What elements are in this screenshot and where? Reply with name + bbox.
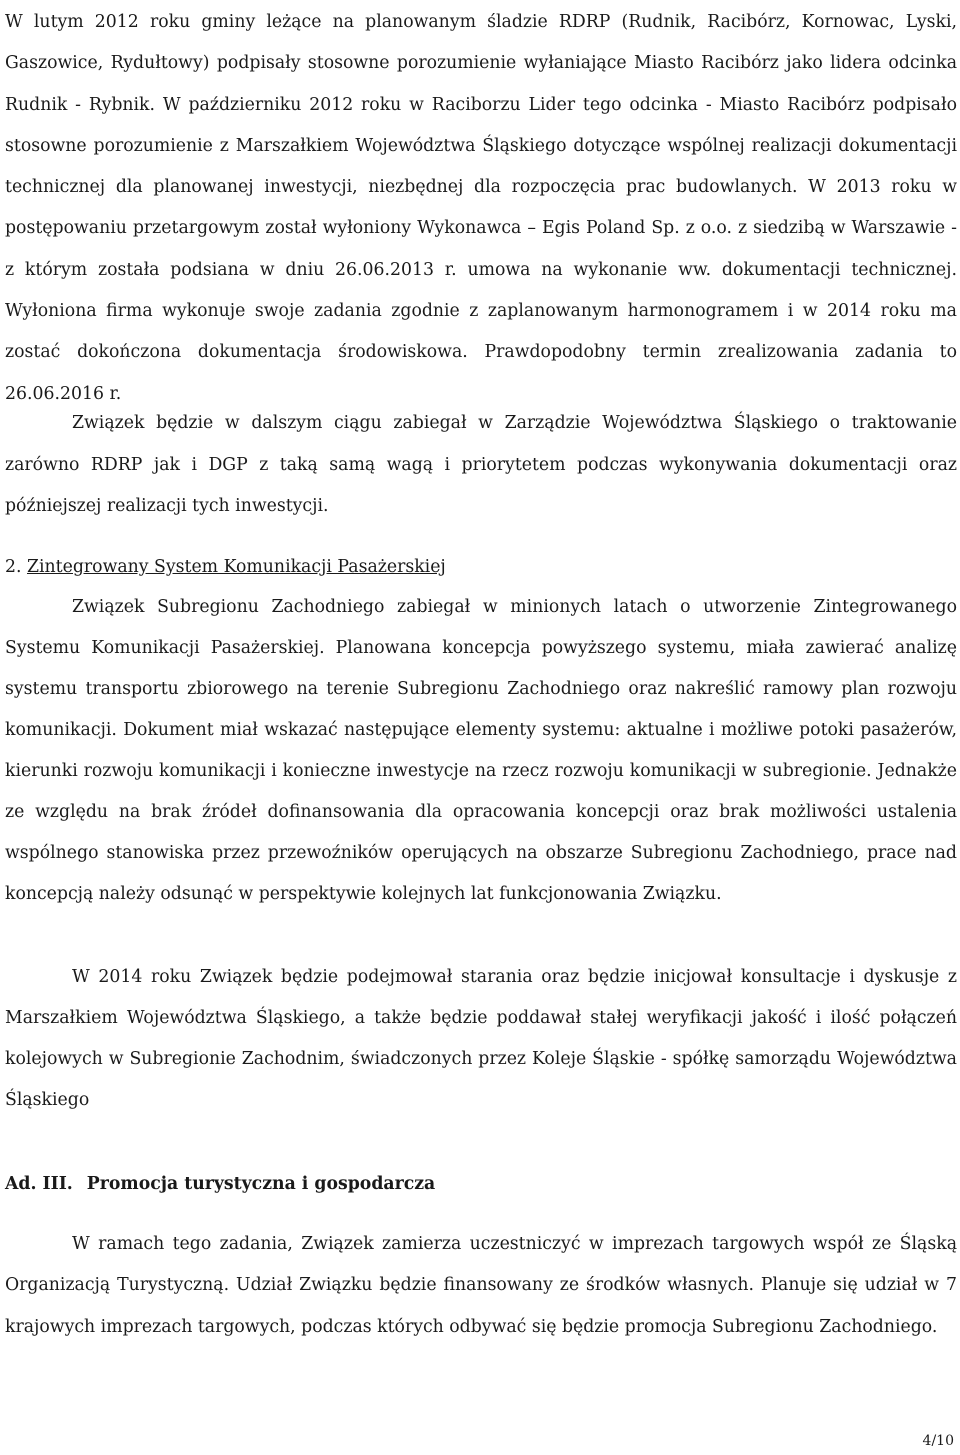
paragraph-koleje-slaskie: W 2014 roku Związek będzie podejmował starania oraz będzie inicjował konsultacje i dyskusje z Marszałkiem Województwa Śląskiego, a także będzie poddawał stałej weryfikacji jakość i ilość połączeń kolejowych w Subregionie Zachodnim, świadczonych przez Koleje Śląskie - spółkę samorządu Województwa Śląskiego [5, 967, 957, 1110]
section-2-heading [5, 547, 957, 588]
section-2-number: 2. [5, 557, 22, 577]
section-3-title: Promocja turystyczna i gospodarcza [86, 1174, 436, 1194]
paragraph-zskp-concept: Związek Subregionu Zachodniego zabiegał w minionych latach o utworzenie Zintegrowanego Systemu Komunikacji Pasażerskiej. Planowana koncepcja powyższego systemu, miała zawierać analizę systemu transportu zbiorowego na terenie Subregionu Zachodniego oraz nakreślić ramowy plan rozwoju komunikacji. Dokument miał wskazać następujące elementy systemu: aktualne i możliwe potoki pasażerów, kierunki rozwoju komunikacji i konieczne inwestycje na rzecz rozwoju komunikacji w subregionie. Jednakże ze względu na brak źródeł dofinansowania dla opracowania koncepcji oraz brak możliwości ustalenia wspólnego stanowiska przez przewoźników operujących na obszarze Subregionu Zachodniego, prace nad koncepcją należy odsunąć w perspektywie kolejnych lat funkcjonowania Związku. [5, 597, 957, 904]
section-3-number: Ad. III. [5, 1174, 73, 1194]
section-2-title: Zintegrowany System Komunikacji Pasażerskiej [27, 557, 446, 577]
paragraph-tourism-promotion: W ramach tego zadania, Związek zamierza uczestniczyć w imprezach targowych współ ze Śląską Organizacją Turystyczną. Udział Związku będzie finansowany ze środków własnych. Planuje się udział w 7 krajowych imprezach targowych, podczas których odbywać się będzie promocja Subregionu Zachodniego. [5, 1234, 957, 1337]
page-number: 4/10 [922, 1433, 954, 1449]
section-3-heading [5, 1172, 435, 1196]
paragraph-rdrp-dgp-priority: Związek będzie w dalszym ciągu zabiegał w Zarządzie Województwa Śląskiego o traktowanie zarówno RDRP jak i DGP z taką samą wagą i priorytetem podczas wykonywania dokumentacji oraz późniejszej realizacji tych inwestycji. [5, 413, 957, 516]
paragraph-rdrp-agreements: W lutym 2012 roku gminy leżące na planowanym śladzie RDRP (Rudnik, Racibórz, Kornowac, Lyski, Gaszowice, Rydułtowy) podpisały stosowne porozumienie wyłaniające Miasto Racibórz jako lidera odcinka Rudnik - Rybnik. W październiku 2012 roku w Raciborzu Lider tego odcinka - Miasto Racibórz podpisało stosowne porozumienie z Marszałkiem Województwa Śląskiego dotyczące wspólnej realizacji dokumentacji technicznej dla planowanej inwestycji, niezbędnej dla rozpoczęcia prac budowlanych. W 2013 roku w postępowaniu przetargowym został wyłoniony Wykonawca – Egis Poland Sp. z o.o. z siedzibą w Warszawie - z którym została podsiana w dniu 26.06.2013 r. umowa na wykonanie ww. dokumentacji technicznej. Wyłoniona firma wykonuje swoje zadania zgodnie z zaplanowanym harmonogramem i w 2014 roku ma zostać dokończona dokumentacja środowiskowa. Prawdopodobny termin zrealizowania zadania to 26.06.2016 r. [5, 12, 957, 404]
